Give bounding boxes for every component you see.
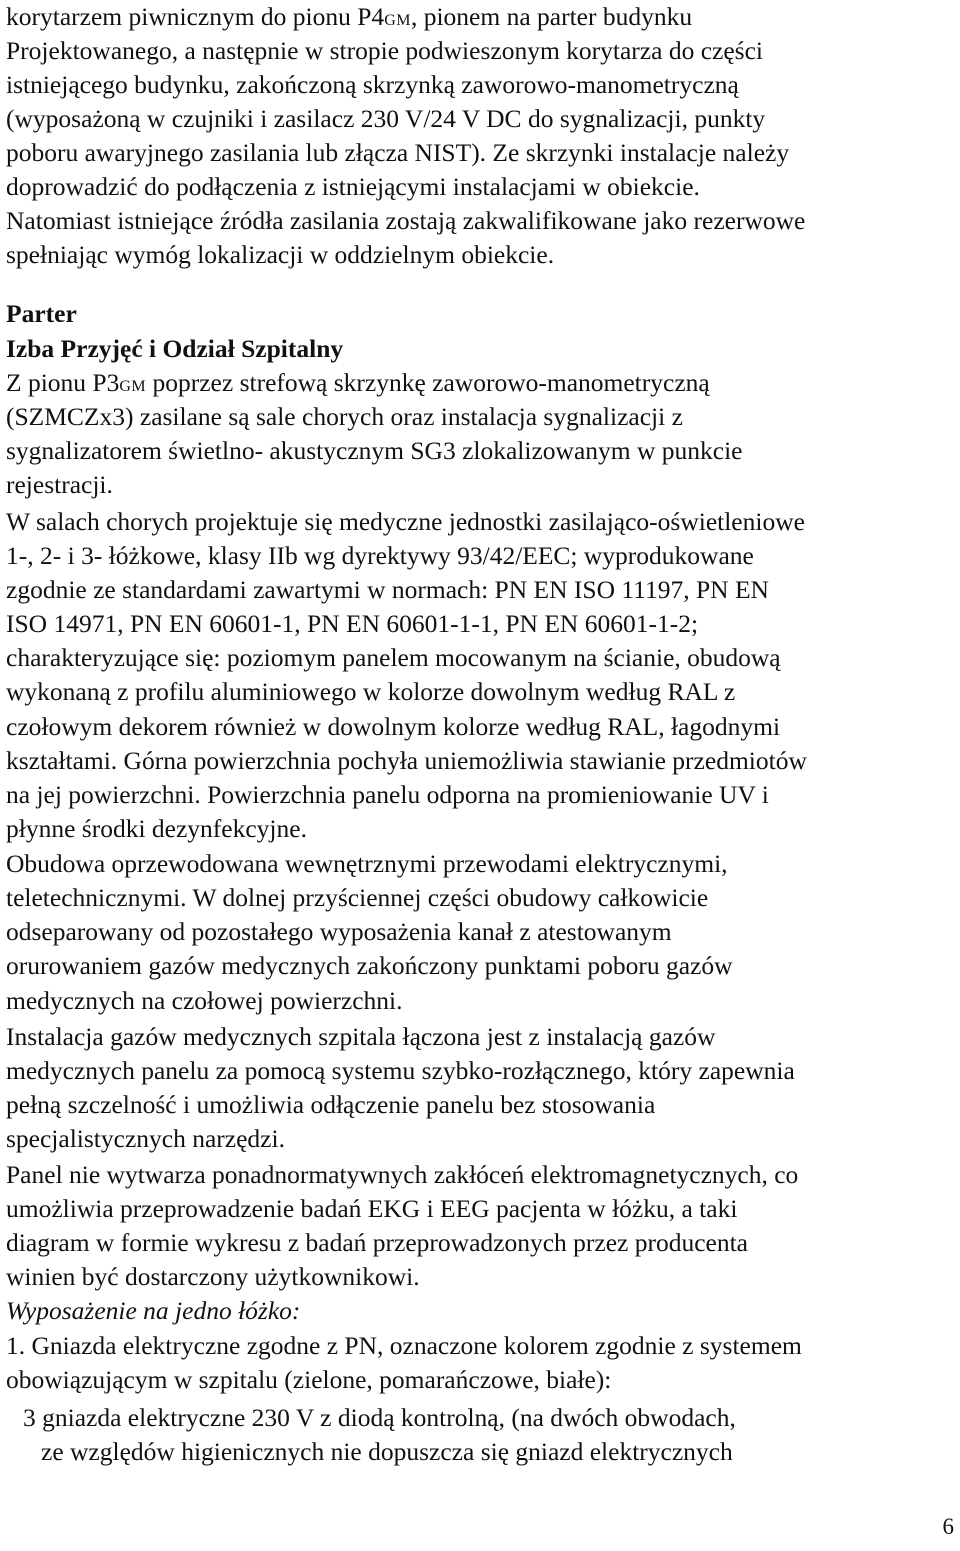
section-subheading: Izba Przyjęć i Odział Szpitalny — [6, 334, 344, 363]
text-line: (wyposażoną w czujniki i zasilacz 230 V/24 V DC do sygnalizacji, punkty — [6, 104, 766, 133]
text-line — [6, 366, 710, 400]
text-line: płynne środki dezynfekcyjne. — [6, 814, 307, 843]
text-line: Projektowanego, a następnie w stropie podwieszonym korytarza do części — [6, 36, 763, 65]
text-line: doprowadzić do podłączenia z istniejącymi instalacjami w obiekcie. — [6, 172, 700, 201]
text-line: medycznych na czołowej powierzchni. — [6, 986, 403, 1015]
text-segment: , pionem na parter budynku — [410, 2, 693, 31]
small-caps-subscript: GM — [119, 378, 147, 395]
text-line: sygnalizatorem świetlno- akustycznym SG3 zlokalizowanym w punkcie — [6, 436, 743, 465]
sub-list-item: 3 gniazda elektryczne 230 V z diodą kontrolną, (na dwóch obwodach, — [23, 1403, 736, 1432]
text-line: poboru awaryjnego zasilania lub złącza NIST). Ze skrzynki instalacje należy — [6, 138, 790, 167]
text-line: charakteryzujące się: poziomym panelem mocowanym na ścianie, obudową — [6, 643, 781, 672]
text-line: rejestracji. — [6, 470, 113, 499]
text-line: czołowym dekorem również w dowolnym kolorze według RAL, łagodnymi — [6, 712, 781, 741]
text-line: wykonaną z profilu aluminiowego w kolorze dowolnym według RAL z — [6, 677, 736, 706]
text-line: pełną szczelność i umożliwia odłączenie panelu bez stosowania — [6, 1090, 656, 1119]
text-line — [6, 0, 692, 34]
text-segment: korytarzem piwnicznym do pionu P4 — [6, 2, 385, 31]
text-line: istniejącego budynku, zakończoną skrzynką zaworowo-manometryczną — [6, 70, 739, 99]
text-line: spełniając wymóg lokalizacji w oddzielnym obiekcie. — [6, 240, 555, 269]
text-line: umożliwia przeprowadzenie badań EKG i EEG pacjenta w łóżku, a taki — [6, 1194, 738, 1223]
text-line: zgodnie ze standardami zawartymi w normach: PN EN ISO 11197, PN EN — [6, 575, 769, 604]
text-line: kształtami. Górna powierzchnia pochyła uniemożliwia stawianie przedmiotów — [6, 746, 807, 775]
page-number: 6 — [942, 1514, 954, 1539]
text-line: Panel nie wytwarza ponadnormatywnych zakłóceń elektromagnetycznych, co — [6, 1160, 799, 1189]
text-line: odseparowany od pozostałego wyposażenia kanał z atestowanym — [6, 917, 672, 946]
section-heading: Parter — [6, 299, 77, 328]
text-line: Natomiast istniejące źródła zasilania zostają zakwalifikowane jako rezerwowe — [6, 206, 806, 235]
equipment-heading: Wyposażenie na jedno łóżko: — [6, 1296, 301, 1325]
list-item: 1. Gniazda elektryczne zgodne z PN, oznaczone kolorem zgodnie z systemem — [6, 1331, 802, 1360]
text-segment: poprzez strefową skrzynkę zaworowo-manometryczną — [146, 368, 710, 397]
text-line: 1-, 2- i 3- łóżkowe, klasy IIb wg dyrektywy 93/42/EEC; wyprodukowane — [6, 541, 754, 570]
text-line: (SZMCZx3) zasilane są sale chorych oraz instalacja sygnalizacji z — [6, 402, 683, 431]
text-line: orurowaniem gazów medycznych zakończony punktami poboru gazów — [6, 951, 733, 980]
small-caps-subscript: GM — [384, 12, 411, 29]
text-segment: Z pionu P3 — [6, 368, 120, 397]
text-line: Instalacja gazów medycznych szpitala łączona jest z instalacją gazów — [6, 1022, 716, 1051]
text-line: medycznych panelu za pomocą systemu szybko-rozłącznego, który zapewnia — [6, 1056, 795, 1085]
text-line: W salach chorych projektuje się medyczne jednostki zasilająco-oświetleniowe — [6, 507, 805, 536]
text-line: Obudowa oprzewodowana wewnętrznymi przewodami elektrycznymi, — [6, 849, 728, 878]
text-line: na jej powierzchni. Powierzchnia panelu odporna na promieniowanie UV i — [6, 780, 769, 809]
list-item-continuation: obowiązującym w szpitalu (zielone, pomarańczowe, białe): — [6, 1365, 612, 1394]
text-line: ISO 14971, PN EN 60601-1, PN EN 60601-1-1, PN EN 60601-1-2; — [6, 609, 699, 638]
text-line: specjalistycznych narzędzi. — [6, 1124, 285, 1153]
sub-list-item-continuation: ze względów higienicznych nie dopuszcza się gniazd elektrycznych — [41, 1437, 733, 1466]
text-line: diagram w formie wykresu z badań przeprowadzonych przez producenta — [6, 1228, 749, 1257]
text-line: teletechnicznymi. W dolnej przyściennej części obudowy całkowicie — [6, 883, 709, 912]
text-line: winien być dostarczony użytkownikowi. — [6, 1262, 420, 1291]
